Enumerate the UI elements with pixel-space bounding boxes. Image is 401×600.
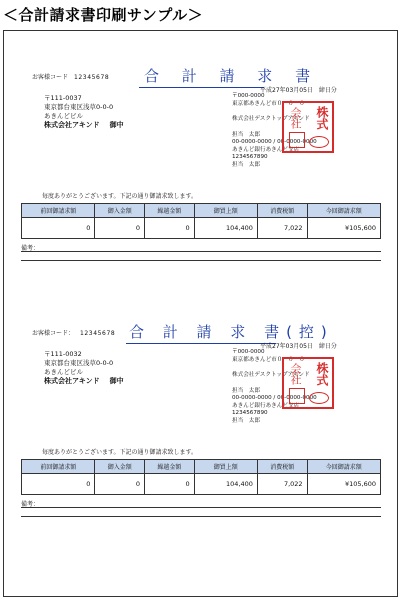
issuer-company: 株式会社デスクトップアキンド [232,372,310,378]
company-seal-stamp: 株式 会社 [282,101,334,153]
table-header-row [22,460,381,474]
title-underline [126,343,276,344]
header-consumption-tax: 消費税額 [257,204,307,218]
remarks-rule [21,260,381,261]
issuer-tel-fax: 00-0000-0000 / 00-0000-0000 [232,139,317,145]
value-current-billing: ¥105,600 [307,218,380,239]
customer-company: 株式会社アキンド 御中 [44,377,124,385]
issuer-account-holder: 担当 太郎 [232,161,260,168]
issuer-account-holder: 担当 太郎 [232,417,260,424]
header-payment-received: 御入金額 [95,204,145,218]
table-row [22,218,381,239]
issuer-manager: 担当 太郎 [232,387,260,394]
title-underline [139,87,264,88]
issuer-company: 株式会社デスクトップアキンド [232,116,310,122]
customer-code-value: 12345678 [79,330,116,337]
thank-you-message: 毎度ありがとうございます。下記の通り御請求致します。 [42,449,198,456]
customer-address: 東京都台東区浅草0-0-0 [44,103,114,111]
value-payment-received: 0 [95,474,145,495]
customer-code [32,72,109,81]
value-purchases: 104,400 [194,474,257,495]
value-purchases: 104,400 [194,218,257,239]
customer-address-block [44,94,124,130]
issuer-bank: あきんど銀行あきんど支店 [232,402,300,409]
customer-postal: 〒111-0032 [44,350,82,358]
value-carried-over: 0 [145,218,195,239]
customer-code-label: お客様コード [32,74,69,81]
document-title: 合 計 請 求 書(控) [129,323,334,341]
billing-summary-table [21,203,381,239]
closing-date: 平成27年03月05日 締日分 [260,87,337,94]
value-previous-billing: 0 [22,218,95,239]
header-purchases: 御買上額 [194,204,257,218]
header-previous-billing: 前回御請求額 [22,204,95,218]
issuer-account: 1234567890 [232,410,268,416]
customer-address: 東京都台東区浅草0-0-0 [44,359,114,367]
issuer-postal: 〒000-0000 [232,349,265,355]
header-carried-over: 繰越金額 [145,204,195,218]
customer-company: 株式会社アキンド 御中 [44,121,124,129]
customer-code-label: お客様コード： [32,330,75,337]
value-consumption-tax: 7,022 [257,218,307,239]
header-consumption-tax: 消費税額 [257,460,307,474]
value-current-billing: ¥105,600 [307,474,380,495]
billing-summary-table [21,459,381,495]
table-row [22,474,381,495]
header-current-billing: 今回御請求額 [307,204,380,218]
issuer-address: 東京都あきんど市０－０－０ [232,100,305,107]
header-previous-billing: 前回御請求額 [22,460,95,474]
table-header-row [22,204,381,218]
customer-code [32,328,115,337]
customer-building: あきんどビル [44,112,83,120]
customer-building: あきんどビル [44,368,83,376]
invoice-copy [4,287,397,508]
issuer-manager: 担当 太郎 [232,131,260,138]
invoice-paper [3,30,398,597]
thank-you-message: 毎度ありがとうございます。下記の通り御請求致します。 [42,193,198,200]
customer-honorific: 御中 [109,377,124,385]
value-carried-over: 0 [145,474,195,495]
issuer-tel-fax: 00-0000-0000 / 00-0000-0000 [232,395,317,401]
remarks-line: 備考： [21,243,381,252]
remarks-rule [21,516,381,517]
header-purchases: 御買上額 [194,460,257,474]
value-payment-received: 0 [95,218,145,239]
header-payment-received: 御入金額 [95,460,145,474]
issuer-bank: あきんど銀行あきんど支店 [232,146,300,153]
value-consumption-tax: 7,022 [257,474,307,495]
closing-date: 平成27年03月05日 締日分 [260,343,337,350]
value-previous-billing: 0 [22,474,95,495]
page-heading: ＜合計請求書印刷サンプル＞ [3,6,204,24]
company-seal-stamp: 株式 会社 [282,357,334,409]
header-current-billing: 今回御請求額 [307,460,380,474]
invoice-original [4,31,397,252]
document-title: 合 計 請 求 書 [144,67,320,85]
issuer-address: 東京都あきんど市０－０－０ [232,356,305,363]
issuer-account: 1234567890 [232,154,268,160]
customer-code-value: 12345678 [73,74,110,81]
customer-honorific: 御中 [109,121,124,129]
remarks-line: 備考： [21,499,381,508]
customer-postal: 〒111-0037 [44,94,82,102]
header-carried-over: 繰越金額 [145,460,195,474]
customer-address-block [44,350,124,386]
issuer-postal: 〒000-0000 [232,93,265,99]
